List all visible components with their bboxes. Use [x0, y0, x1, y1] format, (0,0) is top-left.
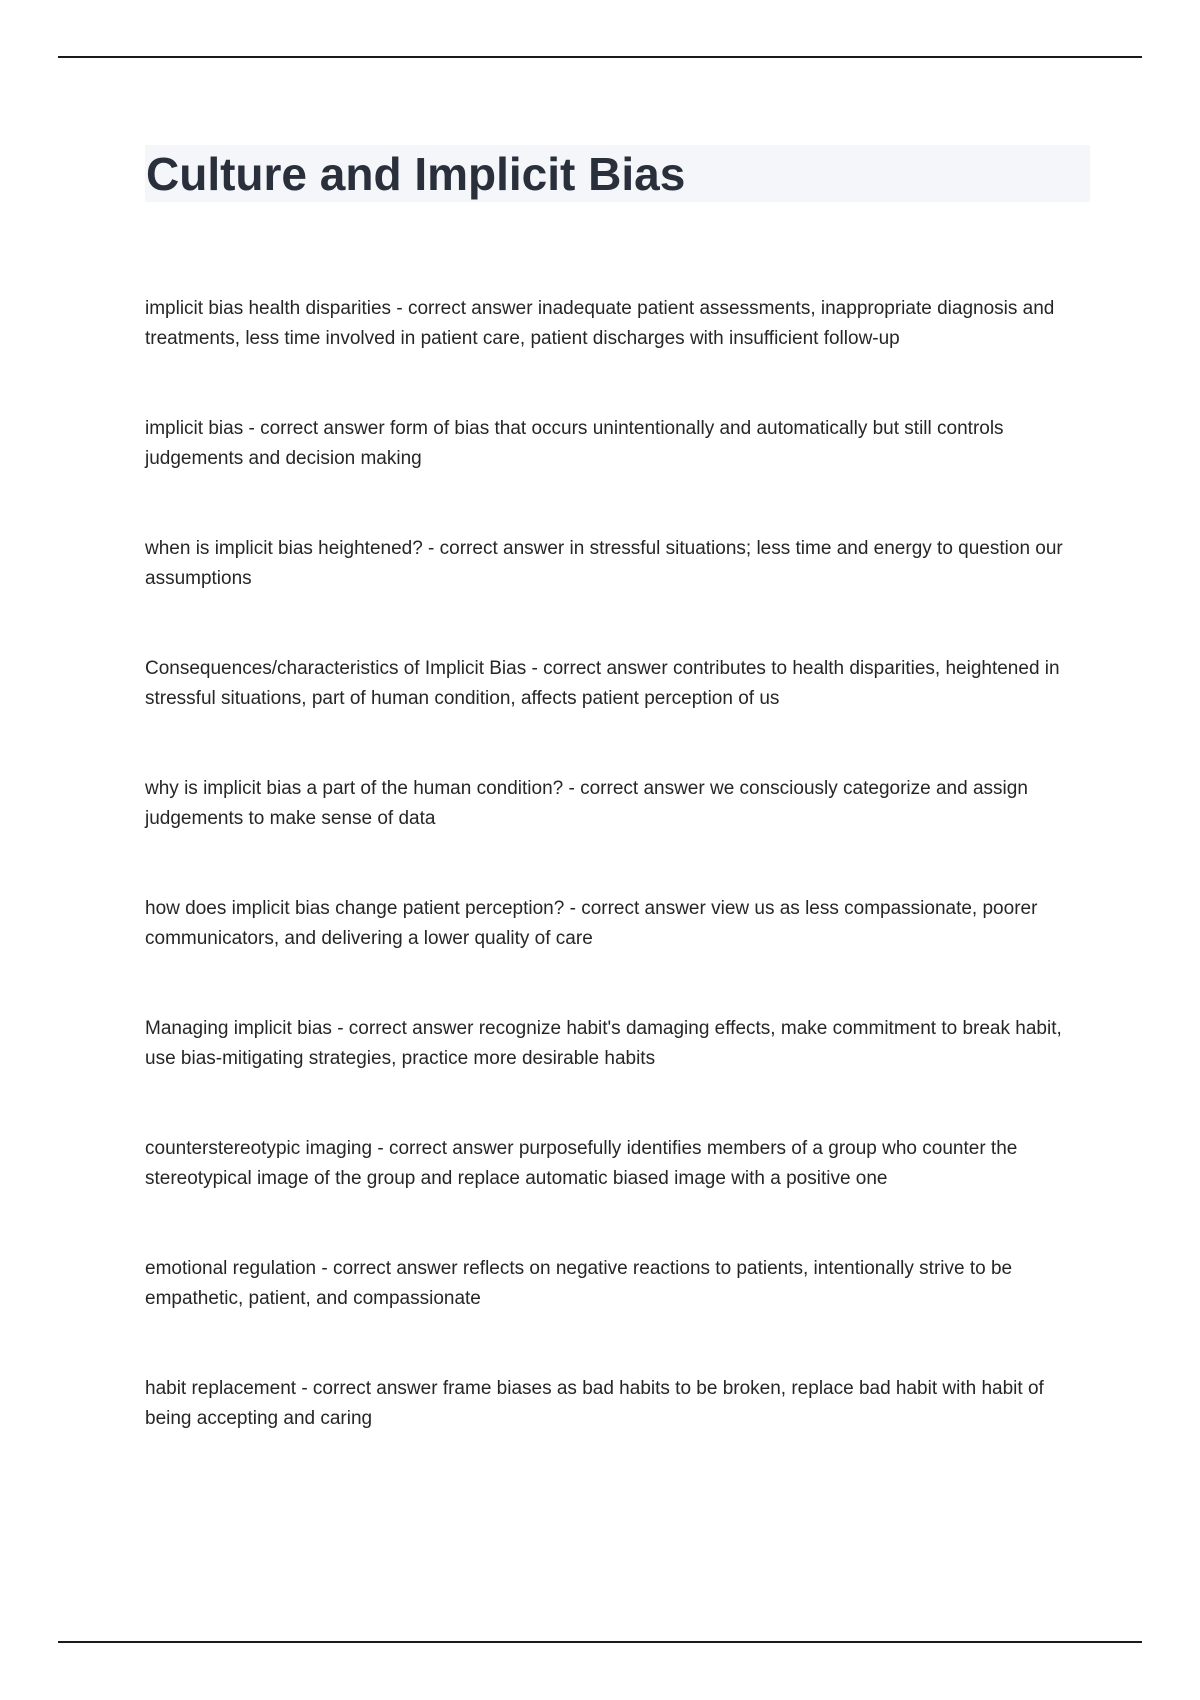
qa-question: when is implicit bias heightened? [145, 538, 423, 559]
qa-item [145, 534, 1090, 594]
qa-answer: reflects on negative reactions to patients, intentionally strive to be empathetic, patient, and compassionate [145, 1258, 1013, 1309]
qa-item [145, 1374, 1090, 1434]
qa-separator: - correct answer [526, 658, 673, 679]
qa-question: habit replacement [145, 1378, 297, 1399]
qa-separator: - correct answer [331, 1018, 479, 1039]
qa-answer: frame biases as bad habits to be broken, replace bad habit with habit of being accepting and caring [145, 1378, 1044, 1429]
qa-separator: - correct answer [422, 538, 570, 559]
qa-item [145, 294, 1090, 354]
qa-answer: view us as less compassionate, poorer communicators, and delivering a lower quality of care [145, 898, 1038, 949]
qa-question: emotional regulation [145, 1258, 317, 1279]
qa-answer: inadequate patient assessments, inappropriate diagnosis and treatments, less time involved in patient care, patient discharges with insufficient follow-up [145, 298, 1055, 349]
qa-question: how does implicit bias change patient perception? [145, 898, 565, 919]
header-rule [58, 56, 1142, 58]
qa-separator: - correct answer [564, 898, 712, 919]
qa-separator: - correct answer [296, 1378, 443, 1399]
qa-separator: - correct answer [243, 418, 390, 439]
page-title: Culture and Implicit Bias [146, 147, 686, 200]
qa-answer: recognize habit's damaging effects, make commitment to break habit, use bias-mitigating strategies, practice more desirable habits [145, 1018, 1062, 1069]
qa-answer: purposefully identifies members of a group who counter the stereotypical image of the group and replace automatic biased image with a positive one [145, 1138, 1018, 1189]
qa-separator: - correct answer [316, 1258, 463, 1279]
qa-item [145, 774, 1090, 834]
qa-item [145, 1254, 1090, 1314]
qa-separator: - correct answer [391, 298, 538, 319]
qa-answer: in stressful situations; less time and energy to question our assumptions [145, 538, 1063, 589]
title-band [145, 145, 1090, 202]
qa-answer: we consciously categorize and assign judgements to make sense of data [145, 778, 1028, 829]
qa-separator: - correct answer [372, 1138, 519, 1159]
footer-rule [58, 1641, 1142, 1643]
qa-question: implicit bias [145, 418, 244, 439]
qa-question: Consequences/characteristics of Implicit Bias [145, 658, 527, 679]
qa-question: why is implicit bias a part of the human condition? [145, 778, 564, 799]
qa-item [145, 1134, 1090, 1194]
qa-question: Managing implicit bias [145, 1018, 332, 1039]
qa-list [145, 294, 1090, 1434]
qa-item [145, 414, 1090, 474]
qa-item [145, 1014, 1090, 1074]
qa-answer: contributes to health disparities, heightened in stressful situations, part of human condition, affects patient perception of us [145, 658, 1060, 709]
qa-question: counterstereotypic imaging [145, 1138, 373, 1159]
qa-separator: - correct answer [563, 778, 710, 799]
qa-question: implicit bias health disparities [145, 298, 392, 319]
qa-item [145, 894, 1090, 954]
qa-answer: form of bias that occurs unintentionally and automatically but still controls judgements and decision making [145, 418, 1004, 469]
qa-item [145, 654, 1090, 714]
document-page [145, 145, 1090, 1494]
